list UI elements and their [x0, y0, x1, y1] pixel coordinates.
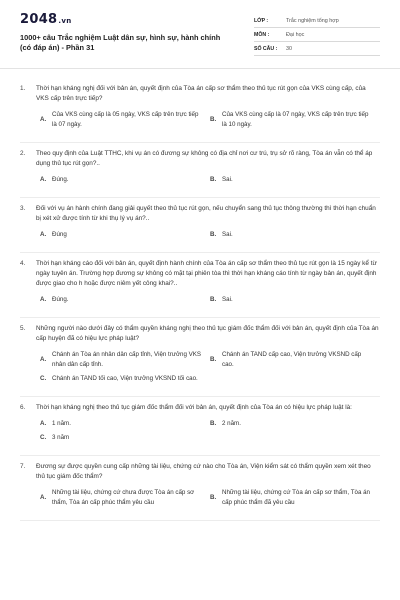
answer-option[interactable]	[40, 110, 210, 130]
question-item	[20, 143, 380, 198]
option-letter: B.	[210, 176, 217, 183]
option-letter: C.	[40, 434, 47, 441]
question-text: Những người nào dưới đây có thẩm quyền kháng nghị theo thủ tục giám đốc thẩm đối với bản án, quyết định của Tòa án cấp huyện đã có hiệu lực pháp luật?	[36, 325, 379, 342]
question-number: 5.	[20, 325, 26, 332]
option-text: Chánh án Tòa án nhân dân cấp tỉnh, Viện trưởng VKS nhân dân cấp tỉnh.	[52, 351, 202, 368]
option-letter: A.	[40, 231, 47, 238]
option-text: Chánh án TAND cấp cao, Viện trưởng VKSND cấp cao.	[222, 351, 362, 368]
question-head	[20, 324, 380, 344]
question-head	[20, 149, 380, 169]
option-letter: B.	[210, 116, 217, 123]
question-text: Đương sự được quyền cung cấp những tài liệu, chứng cứ nào cho Tòa án, Viện kiểm sát có thẩm quyền xem xét theo thủ tục giám đốc thẩm?	[36, 463, 371, 480]
question-item	[20, 397, 380, 456]
answer-option[interactable]	[210, 175, 380, 185]
option-text: Đúng.	[52, 176, 69, 183]
answer-options	[20, 295, 380, 309]
meta-row-mon	[254, 28, 380, 42]
meta-row-socau	[254, 42, 380, 56]
option-letter: B.	[210, 356, 217, 363]
option-letter: B.	[210, 231, 217, 238]
option-letter: B.	[210, 494, 217, 501]
answer-option[interactable]	[40, 419, 210, 429]
answer-option[interactable]	[210, 419, 380, 429]
option-text: Chánh án TAND tối cao, Viện trưởng VKSND tối cao.	[52, 375, 198, 382]
question-text: Theo quy định của Luật TTHC, khi vụ án có đương sự không có địa chỉ nơi cư trú, trụ sở rõ ràng, Tòa án vẫn có thể áp dụng thủ tục rút gọn?..	[36, 150, 373, 167]
option-letter: A.	[40, 296, 47, 303]
question-number: 1.	[20, 85, 26, 92]
answer-option[interactable]	[210, 488, 380, 508]
question-text: Thời hạn kháng nghị theo thủ tục giám đốc thẩm đối với bản án, quyết định của Tòa án có hiệu lực pháp luật là:	[36, 404, 352, 411]
option-text: Sai.	[222, 296, 233, 303]
answer-option[interactable]	[40, 230, 210, 240]
meta-value-lop: Trắc nghiệm tổng hợp	[286, 17, 339, 24]
title-line-2: (có đáp án) - Phần 31	[20, 42, 95, 52]
meta-label-socau: SỐ CÂU :	[254, 45, 278, 52]
logo-text: 2048	[20, 12, 58, 27]
option-text: 3 năm	[52, 434, 70, 441]
option-text: Của VKS cùng cấp là 05 ngày, VKS cấp trên trực tiếp là 07 ngày.	[52, 111, 199, 128]
meta-value-socau: 30	[286, 45, 292, 52]
answer-options	[20, 488, 380, 512]
option-text: Những tài liệu, chứng cứ Tòa án cấp sơ thẩm, Tòa án cấp phúc thẩm đã yêu cầu	[222, 489, 370, 506]
question-head	[20, 259, 380, 289]
logo-tld: .vn	[58, 17, 72, 25]
question-item	[20, 78, 380, 143]
option-text: 1 năm.	[52, 420, 71, 427]
option-text: Sai.	[222, 176, 233, 183]
answer-options	[20, 230, 380, 244]
answer-option[interactable]	[210, 110, 380, 130]
answer-option[interactable]	[40, 433, 210, 443]
option-text: Sai.	[222, 231, 233, 238]
question-item	[20, 198, 380, 253]
question-item	[20, 456, 380, 521]
meta-label-lop: LỚP :	[254, 17, 269, 24]
option-letter: A.	[40, 494, 47, 501]
question-head	[20, 403, 380, 413]
question-head	[20, 84, 380, 104]
option-letter: B.	[210, 420, 217, 427]
option-letter: B.	[210, 296, 217, 303]
option-text: Của VKS cùng cấp là 07 ngày, VKS cấp trên trực tiếp là 10 ngày.	[222, 111, 369, 128]
answer-options	[20, 350, 380, 388]
option-text: Đúng	[52, 231, 67, 238]
answer-options	[20, 110, 380, 134]
answer-option[interactable]	[210, 295, 380, 305]
option-letter: A.	[40, 176, 47, 183]
question-number: 6.	[20, 404, 26, 411]
meta-label-mon: MÔN :	[254, 31, 270, 38]
question-number: 2.	[20, 150, 26, 157]
option-text: Đúng.	[52, 296, 69, 303]
question-head	[20, 204, 380, 224]
question-text: Thời hạn kháng cáo đối với bản án, quyết định hành chính của Tòa án cấp sơ thẩm theo thủ tục rút gọn là 15 ngày kể từ ngày tuyên án. Trường hợp đương sự không có mặt tại phiên tòa thì thời hạn kháng cáo tính từ ngày bản án, quyết định được giao cho h hoặc được niêm yết công khai?..	[36, 260, 377, 287]
option-letter: A.	[40, 420, 47, 427]
question-list	[20, 78, 380, 521]
question-head	[20, 462, 380, 482]
question-item	[20, 318, 380, 397]
question-text: Thời hạn kháng nghị đối với bản án, quyết định của Tòa án cấp sơ thẩm theo thủ tục rút gọn của VKS cùng cấp, của VKS cấp trên trực tiếp?	[36, 85, 366, 102]
header-divider	[0, 68, 400, 69]
meta-info-box	[254, 14, 380, 56]
question-number: 3.	[20, 205, 26, 212]
option-text: 2 năm.	[222, 420, 241, 427]
meta-row-lop	[254, 14, 380, 28]
answer-options	[20, 175, 380, 189]
question-number: 4.	[20, 260, 26, 267]
question-item	[20, 253, 380, 318]
answer-option[interactable]	[40, 295, 210, 305]
answer-option[interactable]	[210, 350, 380, 370]
option-letter: A.	[40, 356, 47, 363]
answer-option[interactable]	[210, 230, 380, 240]
question-number: 7.	[20, 463, 26, 470]
meta-value-mon: Đại học	[286, 31, 305, 38]
option-text: Những tài liệu, chứng cứ chưa được Tòa án cấp sơ thẩm, Tòa án cấp phúc thẩm yêu cầu	[52, 489, 195, 506]
answer-option[interactable]	[40, 488, 210, 508]
question-text: Đối với vụ án hành chính đang giải quyết theo thủ tục rút gọn, nếu chuyển sang thủ tục thông thường thì thời hạn chuẩn bị xét xử được tính từ khi thụ lý vụ án?..	[36, 205, 376, 222]
answer-option[interactable]	[40, 374, 210, 384]
answer-options	[20, 419, 380, 447]
title-line-1: 1000+ câu Trắc nghiệm Luật dân sự, hình sự, hành chính	[20, 33, 221, 42]
option-letter: C.	[40, 375, 47, 382]
option-letter: A.	[40, 116, 47, 123]
answer-option[interactable]	[40, 350, 210, 370]
answer-option[interactable]	[40, 175, 210, 185]
document-title	[20, 33, 230, 52]
